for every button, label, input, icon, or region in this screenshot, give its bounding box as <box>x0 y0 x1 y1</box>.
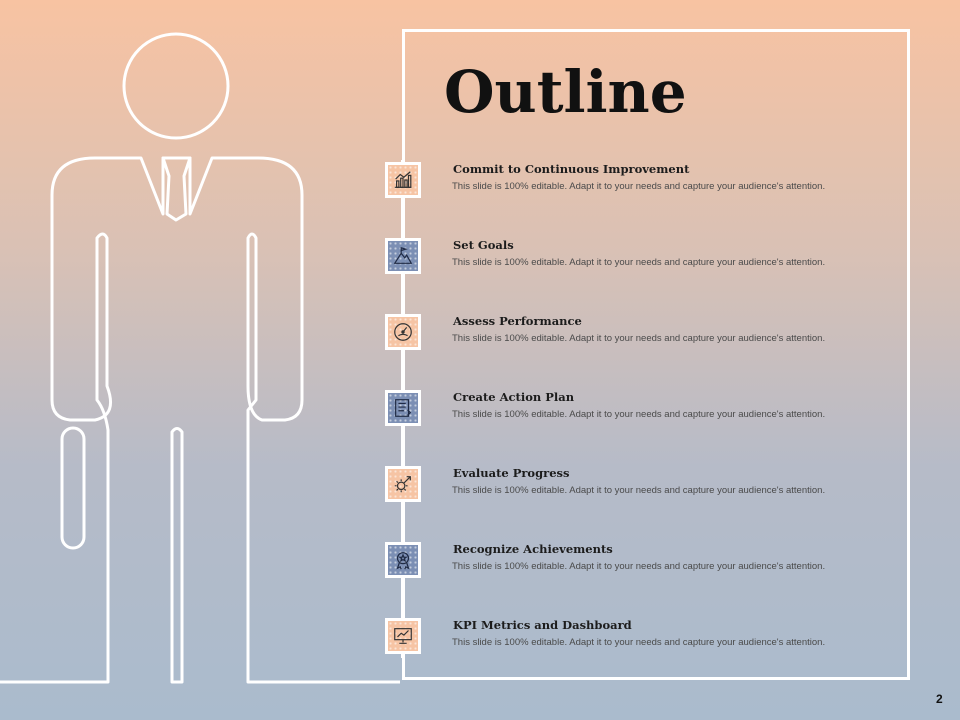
list-item <box>385 542 905 582</box>
item-description: This slide is 100% editable. Adapt it to your needs and capture your audience's attention. <box>452 257 826 268</box>
item-description: This slide is 100% editable. Adapt it to your needs and capture your audience's attention. <box>452 409 826 420</box>
item-title: Assess Performance <box>453 314 582 328</box>
dashboard-monitor-icon <box>392 625 414 647</box>
person-silhouette-outline <box>0 0 400 720</box>
item-title: KPI Metrics and Dashboard <box>453 618 632 632</box>
list-item <box>385 390 905 430</box>
item-title: Set Goals <box>453 238 514 252</box>
icon-box <box>385 618 421 654</box>
item-description: This slide is 100% editable. Adapt it to your needs and capture your audience's attention. <box>452 485 826 496</box>
list-item <box>385 238 905 278</box>
item-title: Recognize Achievements <box>453 542 613 556</box>
icon-box <box>385 238 421 274</box>
item-description: This slide is 100% editable. Adapt it to your needs and capture your audience's attention. <box>452 333 826 344</box>
content-frame <box>402 29 910 680</box>
figure-tie <box>163 158 190 220</box>
page-number: 2 <box>936 692 943 706</box>
checklist-icon <box>392 397 414 419</box>
icon-box <box>385 466 421 502</box>
gauge-icon <box>392 321 414 343</box>
icon-box <box>385 542 421 578</box>
figure-leg-gap <box>172 429 182 683</box>
list-item <box>385 314 905 354</box>
gear-arrow-icon <box>392 473 414 495</box>
figure-left-hand <box>62 428 84 548</box>
slide-title: Outline <box>444 58 687 126</box>
icon-box <box>385 162 421 198</box>
bar-chart-icon <box>392 169 414 191</box>
goal-mountain-icon <box>392 245 414 267</box>
item-description: This slide is 100% editable. Adapt it to your needs and capture your audience's attention. <box>452 561 826 572</box>
award-badge-icon <box>392 549 414 571</box>
item-title: Evaluate Progress <box>453 466 570 480</box>
list-item <box>385 618 905 658</box>
figure-head <box>124 34 228 138</box>
figure-body <box>0 158 400 682</box>
item-description: This slide is 100% editable. Adapt it to your needs and capture your audience's attention. <box>452 637 826 648</box>
item-description: This slide is 100% editable. Adapt it to your needs and capture your audience's attention. <box>452 181 826 192</box>
list-item <box>385 466 905 506</box>
icon-box <box>385 314 421 350</box>
icon-box <box>385 390 421 426</box>
list-item <box>385 162 905 202</box>
item-title: Create Action Plan <box>453 390 575 404</box>
item-title: Commit to Continuous Improvement <box>453 162 690 176</box>
